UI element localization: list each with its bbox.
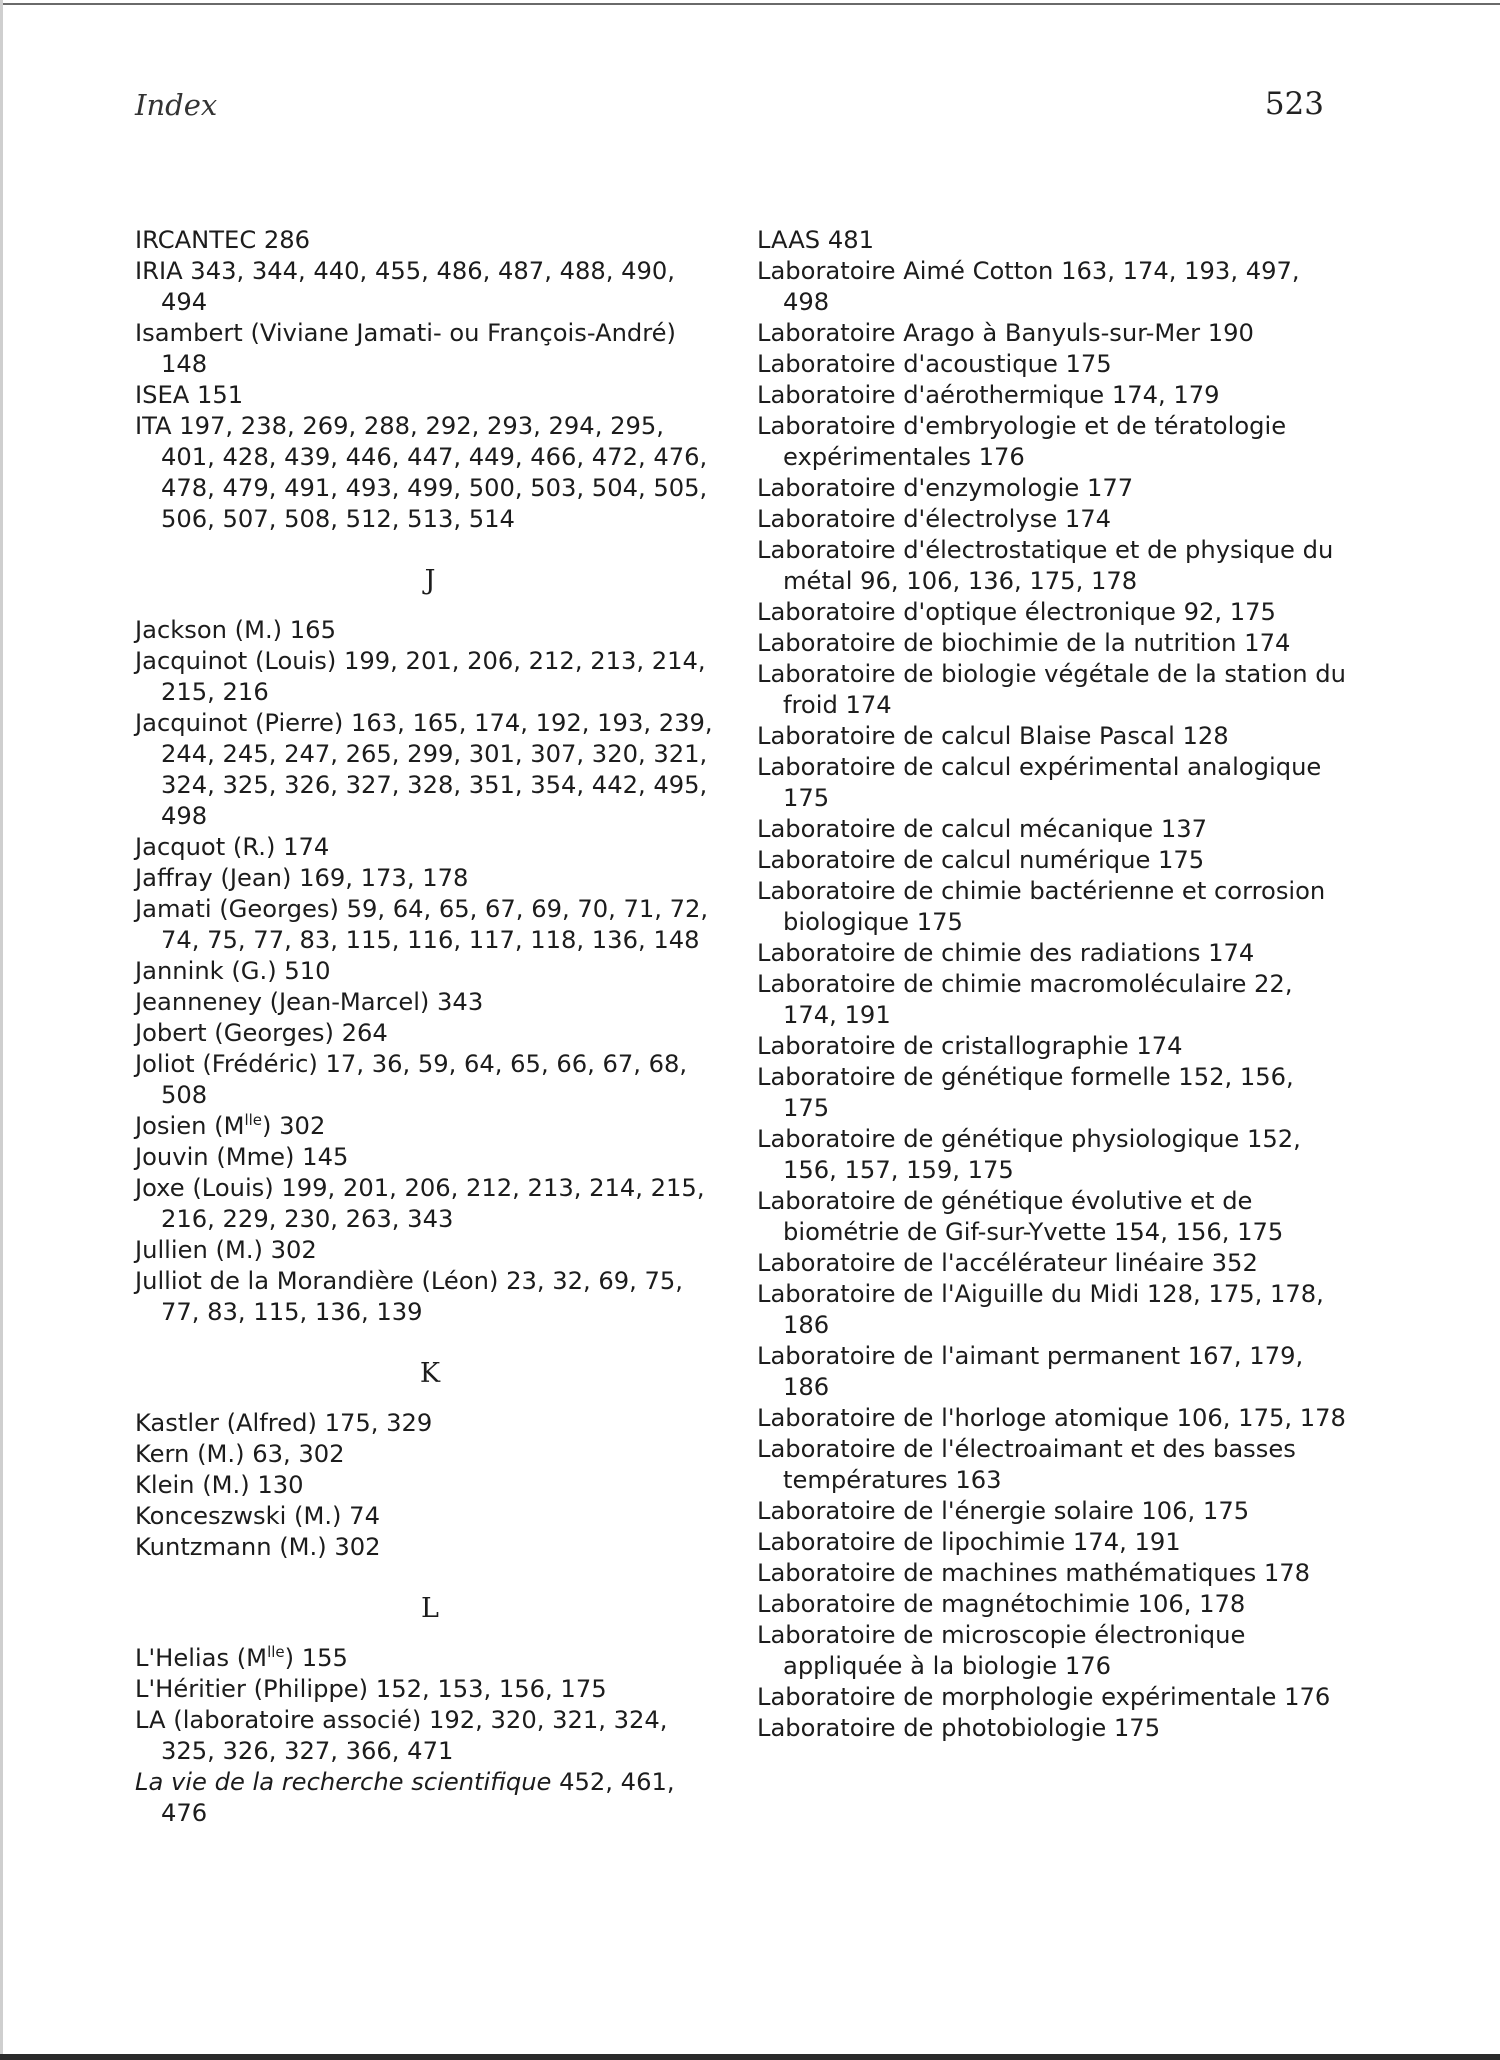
index-entry: L'Héritier (Philippe) 152, 153, 156, 175 xyxy=(135,1675,607,1703)
index-entry: Laboratoire de génétique formelle 152, 156, 175 xyxy=(757,1063,1294,1122)
index-entry: Laboratoire d'électrolyse 174 xyxy=(757,505,1112,533)
index-entry: Laboratoire de chimie bactérienne et corrosion biologique 175 xyxy=(757,877,1326,936)
index-entry: Laboratoire de calcul expérimental analogique 175 xyxy=(757,753,1322,812)
index-entry: Laboratoire de chimie macromoléculaire 22, 174, 191 xyxy=(757,970,1293,1029)
index-entry: Jobert (Georges) 264 xyxy=(135,1019,388,1047)
index-entry: Jacquot (R.) 174 xyxy=(135,833,330,861)
index-entry-name: Josien (M xyxy=(135,1112,245,1140)
index-entry: Jaffray (Jean) 169, 173, 178 xyxy=(135,864,469,892)
index-entry: Laboratoire d'enzymologie 177 xyxy=(757,474,1134,502)
index-entry: Laboratoire de morphologie expérimentale 176 xyxy=(757,1683,1331,1711)
index-entry: Jamati (Georges) 59, 64, 65, 67, 69, 70, 71, 72, 74, 75, 77, 83, 115, 116, 117, 118, 136, 148 xyxy=(135,895,709,954)
index-entry: Laboratoire d'électrostatique et de physique du métal 96, 106, 136, 175, 178 xyxy=(757,536,1334,595)
index-entry-pages: 452, 461, 476 xyxy=(161,1768,675,1827)
index-entry: Laboratoire d'optique électronique 92, 175 xyxy=(757,598,1276,626)
index-entry: Laboratoire de calcul Blaise Pascal 128 xyxy=(757,722,1229,750)
index-entry: Laboratoire de génétique physiologique 152, 156, 157, 159, 175 xyxy=(757,1125,1301,1184)
index-entry-title: La vie de la recherche scientifique xyxy=(135,1768,552,1796)
index-entry: Laboratoire de l'Aiguille du Midi 128, 175, 178, 186 xyxy=(757,1280,1324,1339)
index-entry: Kastler (Alfred) 175, 329 xyxy=(135,1409,433,1437)
index-letter-heading: L xyxy=(421,1593,439,1624)
running-title: Index xyxy=(135,88,218,122)
index-entry: Jacquinot (Pierre) 163, 165, 174, 192, 193, 239, 244, 245, 247, 265, 299, 301, 307, 320, 321, 324, 325, 326, 327, 328, 351, 354, 442, 495, 498 xyxy=(135,709,713,830)
index-entry xyxy=(135,1111,725,1142)
index-entry: Laboratoire de machines mathématiques 178 xyxy=(757,1559,1311,1587)
index-column-right xyxy=(757,225,1347,1744)
index-entry: Laboratoire de microscopie électronique appliquée à la biologie 176 xyxy=(757,1621,1246,1680)
index-entry-pages: ) 302 xyxy=(262,1112,326,1140)
index-letter-heading: J xyxy=(424,565,436,596)
index-column-left xyxy=(135,225,725,1829)
index-entry: Laboratoire de calcul mécanique 137 xyxy=(757,815,1208,843)
index-entry: Laboratoire de biologie végétale de la station du froid 174 xyxy=(757,660,1346,719)
index-entry: Laboratoire de photobiologie 175 xyxy=(757,1714,1161,1742)
index-entry: Konceszwski (M.) 74 xyxy=(135,1502,380,1530)
bottom-edge-rule xyxy=(0,2054,1500,2060)
index-entry: IRCANTEC 286 xyxy=(135,226,311,254)
index-entry: Isambert (Viviane Jamati- ou François-André) 148 xyxy=(135,319,676,378)
index-entry: Laboratoire de cristallographie 174 xyxy=(757,1032,1183,1060)
index-entry: Laboratoire de biochimie de la nutrition 174 xyxy=(757,629,1291,657)
index-entry xyxy=(135,1767,725,1829)
index-entry: Laboratoire Aimé Cotton 163, 174, 193, 497, 498 xyxy=(757,257,1300,316)
index-entry: Jackson (M.) 165 xyxy=(135,616,336,644)
index-entry: Laboratoire de l'électroaimant et des basses températures 163 xyxy=(757,1435,1296,1494)
index-entry: Laboratoire de l'accélérateur linéaire 352 xyxy=(757,1249,1258,1277)
index-entry: Laboratoire de chimie des radiations 174 xyxy=(757,939,1255,967)
index-entry-superscript: lle xyxy=(267,1642,285,1661)
index-entry: ITA 197, 238, 269, 288, 292, 293, 294, 295, 401, 428, 439, 446, 447, 449, 466, 472, 476, 478, 479, 491, 493, 499, 500, 503, 504, 505, 506, 507, 508, 512, 513, 514 xyxy=(135,412,708,533)
index-entry: Laboratoire de magnétochimie 106, 178 xyxy=(757,1590,1246,1618)
index-entry: IRIA 343, 344, 440, 455, 486, 487, 488, 490, 494 xyxy=(135,257,675,316)
page-number: 523 xyxy=(1264,86,1324,122)
index-entry: Kern (M.) 63, 302 xyxy=(135,1440,345,1468)
index-entry: Joxe (Louis) 199, 201, 206, 212, 213, 214, 215, 216, 229, 230, 263, 343 xyxy=(135,1174,705,1233)
index-entry xyxy=(135,1643,725,1674)
index-entry: LAAS 481 xyxy=(757,226,875,254)
index-entry: Kuntzmann (M.) 302 xyxy=(135,1533,381,1561)
index-entry: Jullien (M.) 302 xyxy=(135,1236,317,1264)
index-entry: Laboratoire de lipochimie 174, 191 xyxy=(757,1528,1181,1556)
index-entry: Jannink (G.) 510 xyxy=(135,957,331,985)
top-edge-rule xyxy=(0,3,1500,5)
index-entry: ISEA 151 xyxy=(135,381,244,409)
index-entry: Klein (M.) 130 xyxy=(135,1471,304,1499)
index-entry: Laboratoire de l'énergie solaire 106, 175 xyxy=(757,1497,1250,1525)
index-entry-superscript: lle xyxy=(244,1110,263,1129)
index-entry: Laboratoire de l'horloge atomique 106, 175, 178 xyxy=(757,1404,1346,1432)
index-entry: Laboratoire d'acoustique 175 xyxy=(757,350,1112,378)
index-entry: Laboratoire de génétique évolutive et de biométrie de Gif-sur-Yvette 154, 156, 175 xyxy=(757,1187,1284,1246)
index-entry-name: L'Helias (M xyxy=(135,1644,268,1672)
index-entry: Joliot (Frédéric) 17, 36, 59, 64, 65, 66, 67, 68, 508 xyxy=(135,1050,688,1109)
left-edge-shadow xyxy=(0,0,3,2060)
index-entry: Laboratoire d'embryologie et de tératologie expérimentales 176 xyxy=(757,412,1287,471)
index-entry: Laboratoire de l'aimant permanent 167, 179, 186 xyxy=(757,1342,1304,1401)
index-entry: Julliot de la Morandière (Léon) 23, 32, 69, 75, 77, 83, 115, 136, 139 xyxy=(135,1267,683,1326)
index-entry: Laboratoire Arago à Banyuls-sur-Mer 190 xyxy=(757,319,1254,347)
index-letter-heading: K xyxy=(419,1358,441,1389)
index-entry: Jacquinot (Louis) 199, 201, 206, 212, 213, 214, 215, 216 xyxy=(135,647,706,706)
index-entry-pages: ) 155 xyxy=(284,1644,348,1672)
index-entry: Laboratoire d'aérothermique 174, 179 xyxy=(757,381,1220,409)
index-entry: LA (laboratoire associé) 192, 320, 321, 324, 325, 326, 327, 366, 471 xyxy=(135,1706,668,1765)
index-entry: Laboratoire de calcul numérique 175 xyxy=(757,846,1205,874)
index-entry: Jeanneney (Jean-Marcel) 343 xyxy=(135,988,484,1016)
index-entry: Jouvin (Mme) 145 xyxy=(135,1143,349,1171)
